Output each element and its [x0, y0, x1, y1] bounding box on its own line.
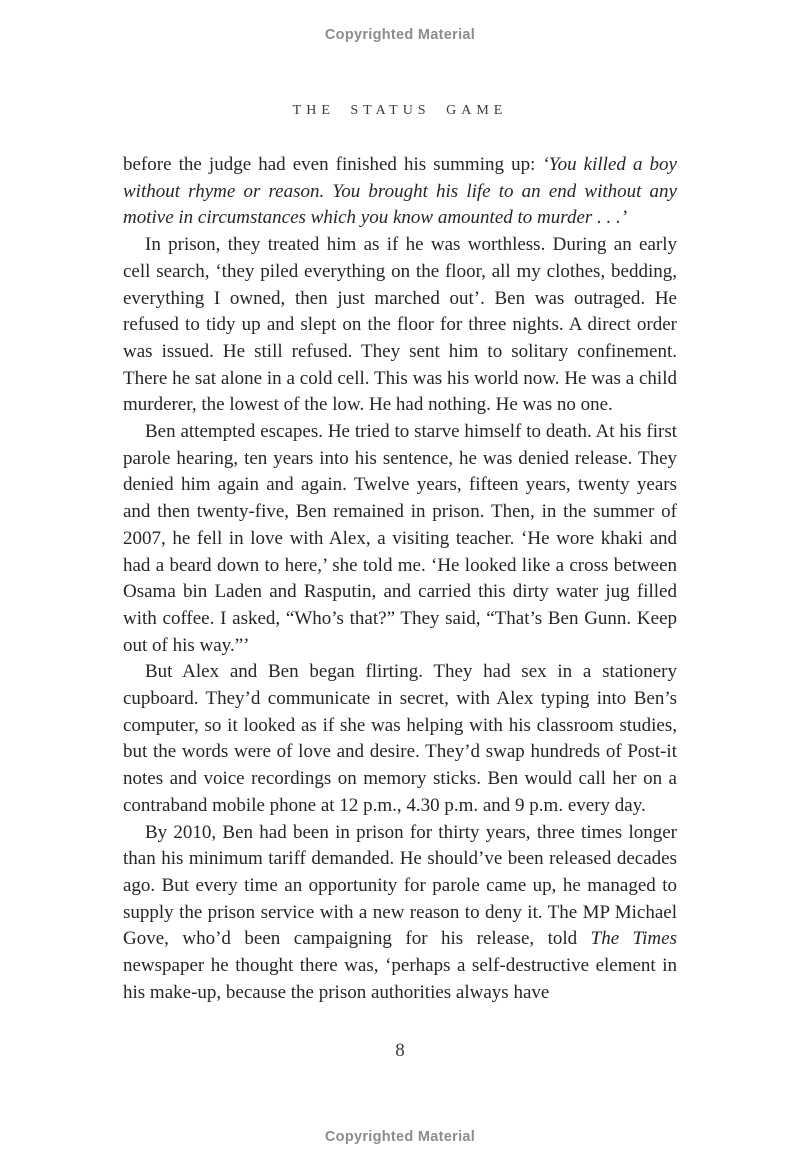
paragraph — [123, 232, 677, 419]
copyright-notice-top: Copyrighted Material — [324, 27, 476, 43]
text-run: newspaper he thought there was, ‘perhaps a self-destructive element in his make-up, because the prison authorities always have — [123, 955, 677, 1003]
copyright-notice-bottom: Copyrighted Material — [324, 1129, 476, 1145]
text-run: But Alex and Ben began flirting. They had sex in a stationery cupboard. They’d communicate in secret, with Alex typing into Ben’s computer, so it looked as if she was helping with his classroom studies, but the words were of love and desire. They’d swap hundreds of Post-it notes and voice recordings on memory sticks. Ben would call her on a contraband mobile phone at 12 p.m., 4.30 p.m. and 9 p.m. every day. — [123, 661, 677, 816]
body-text — [123, 152, 677, 1007]
paragraph — [123, 820, 677, 1007]
page-number: 8 — [395, 1040, 405, 1061]
paragraph — [123, 152, 677, 232]
text-run: before the judge had even finished his summing up: — [123, 154, 543, 175]
text-run: By 2010, Ben had been in prison for thirty years, three times longer than his minimum tariff demanded. He should’ve been released decades ago. But every time an opportunity for parole came up, he managed to supply the prison service with a new reason to deny it. The MP Michael Gove, who’d been campaigning for his release, told — [123, 821, 677, 950]
italic-text-run: ‘You killed a boy without rhyme or reason. You brought his life to an end without any motive in circumstances which you know amounted to murder . . .’ — [123, 154, 677, 229]
paragraph — [123, 659, 677, 819]
paragraph — [123, 419, 677, 659]
text-run: In prison, they treated him as if he was worthless. During an early cell search, ‘they piled everything on the floor, all my clothes, bedding, everything I owned, then just marched out’. Ben was outraged. He refused to tidy up and slept on the floor for three nights. A direct order was issued. He still refused. They sent him to solitary confinement. There he sat alone in a cold cell. This was his world now. He was a child murderer, the lowest of the low. He had nothing. He was no one. — [123, 234, 677, 416]
text-run: Ben attempted escapes. He tried to starve himself to death. At his first parole hearing, ten years into his sentence, he was denied release. They denied him again and again. Twelve years, fifteen years, twenty years and then twenty-five, Ben remained in prison. Then, in the summer of 2007, he fell in love with Alex, a visiting teacher. ‘He wore khaki and had a beard down to here,’ she told me. ‘He looked like a cross between Osama bin Laden and Rasputin, and carried this dirty water jug filled with coffee. I asked, “Who’s that?” They said, “That’s Ben Gunn. Keep out of his way.”’ — [123, 421, 677, 656]
running-header: THE STATUS GAME — [292, 103, 508, 118]
italic-text-run: The Times — [590, 928, 677, 950]
